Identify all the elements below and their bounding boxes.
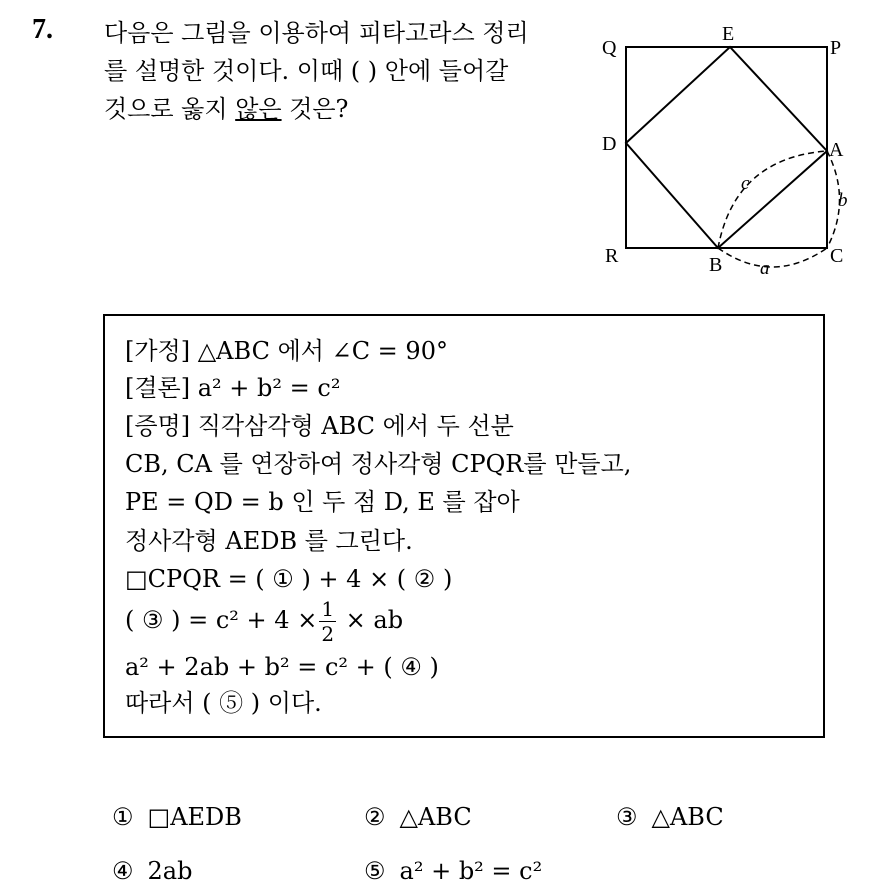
label-e: E — [722, 23, 735, 45]
label-q: Q — [602, 37, 617, 59]
choice-3[interactable] — [616, 803, 724, 831]
proof-line-1: [가정] △ABC 에서 ∠C = 90° — [125, 337, 448, 365]
fraction-numerator: 1 — [321, 597, 335, 621]
choice-3-mark: ③ — [616, 803, 638, 831]
choice-5-text: a² + b² = c² — [399, 857, 543, 885]
fraction-one-half — [319, 599, 336, 644]
proof-line-3: [증명] 직각삼각형 ABC 에서 두 선분 — [125, 412, 514, 440]
proof-line-8 — [125, 598, 403, 644]
choice-4-text: 2ab — [147, 857, 193, 885]
choice-2-text: △ABC — [399, 803, 472, 831]
choice-2[interactable] — [364, 803, 472, 831]
question-line-3-text: 것으로 옳지 — [104, 95, 236, 123]
pythagoras-figure — [590, 18, 860, 293]
var-a: a — [760, 258, 770, 279]
proof-line-7: □CPQR = ( ① ) + 4 × ( ② ) — [125, 565, 453, 593]
label-c: C — [830, 245, 844, 267]
proof-line-4: CB, CA 를 연장하여 정사각형 CPQR를 만들고, — [125, 450, 632, 478]
question-line-2: 를 설명한 것이다. 이때 ( ) 안에 들어갈 — [104, 57, 509, 85]
arc-a — [718, 248, 827, 267]
fraction-denominator: 2 — [321, 622, 335, 646]
question-line-1: 다음은 그림을 이용하여 피타고라스 정리 — [104, 19, 529, 47]
proof-line-9: a² + 2ab + b² = c² + ( ④ ) — [125, 653, 439, 681]
label-r: R — [605, 245, 619, 267]
choice-1[interactable] — [112, 803, 242, 831]
choice-2-mark: ② — [364, 803, 386, 831]
label-d: D — [602, 133, 617, 155]
choice-4-mark: ④ — [112, 857, 134, 885]
question-number: 7. — [32, 14, 53, 45]
proof-line-5: PE = QD = b 인 두 점 D, E 를 잡아 — [125, 488, 520, 516]
question-tail: 것은? — [281, 95, 349, 123]
label-b: B — [709, 254, 723, 276]
choice-1-mark: ① — [112, 803, 134, 831]
label-p: P — [830, 37, 842, 59]
var-c: c — [741, 173, 750, 194]
choice-4[interactable] — [112, 857, 192, 885]
proof-line-10: 따라서 ( ⑤ ) 이다. — [125, 689, 322, 717]
choice-3-text: △ABC — [651, 803, 724, 831]
var-b: b — [838, 190, 848, 211]
question-text — [104, 14, 574, 128]
proof-box — [103, 314, 825, 738]
underlined-word: 않은 — [235, 95, 282, 123]
choice-5-mark: ⑤ — [364, 857, 386, 885]
fraction-tail: × ab — [338, 606, 404, 634]
choice-5[interactable] — [364, 857, 542, 885]
question-line-3 — [104, 90, 574, 128]
choice-1-text: □AEDB — [147, 803, 242, 831]
label-a: A — [829, 139, 844, 161]
proof-line-8-text: ( ③ ) = c² + 4 × — [125, 606, 318, 634]
proof-line-2: [결론] a² + b² = c² — [125, 374, 341, 402]
proof-line-6: 정사각형 AEDB 를 그린다. — [125, 527, 413, 555]
